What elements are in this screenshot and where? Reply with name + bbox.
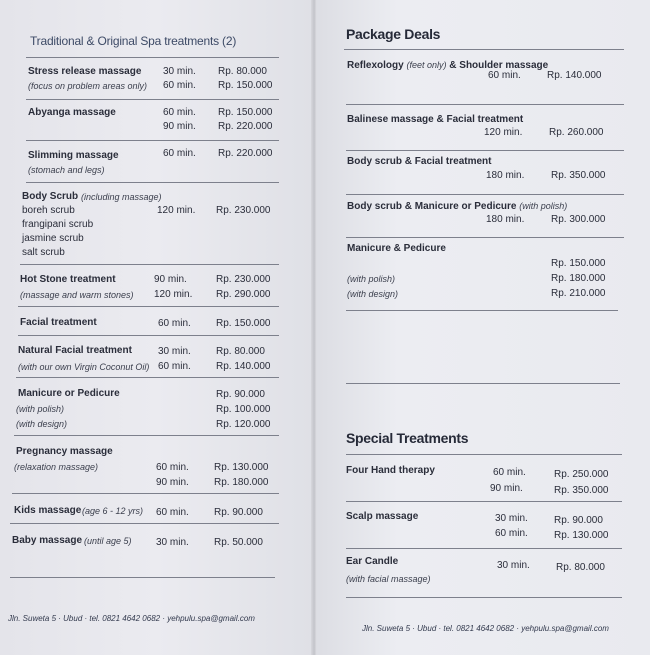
- divider: [346, 454, 622, 455]
- duration: 60 min.: [158, 318, 191, 329]
- treatment-note: (with our own Virgin Coconut Oil): [18, 362, 150, 372]
- divider: [346, 104, 624, 105]
- divider: [20, 264, 279, 265]
- divider: [346, 597, 622, 598]
- divider: [346, 548, 622, 549]
- duration: 60 min.: [495, 528, 528, 539]
- treatment-note: (until age 5): [84, 536, 132, 546]
- treatment-name: Body Scrub: [22, 191, 79, 202]
- treatment-note: (relaxation massage): [14, 462, 99, 472]
- duration: 120 min.: [157, 205, 196, 216]
- duration: 90 min.: [490, 483, 523, 494]
- price: Rp. 150.000: [551, 258, 606, 269]
- treatment-name: Kids massage: [14, 505, 82, 516]
- price: Rp. 90.000: [214, 507, 263, 518]
- divider: [10, 523, 279, 524]
- package-name: Body scrub & Facial treatment: [347, 156, 492, 167]
- treatment-name: Natural Facial treatment: [18, 345, 132, 356]
- price: Rp. 250.000: [554, 469, 609, 480]
- duration: 180 min.: [486, 214, 525, 225]
- divider: [18, 306, 279, 307]
- duration: 90 min.: [156, 477, 189, 488]
- price: Rp. 230.000: [216, 205, 271, 216]
- price: Rp. 130.000: [214, 462, 269, 473]
- duration: 60 min.: [488, 70, 521, 81]
- divider: [346, 310, 618, 311]
- treatment-note: (massage and warm stones): [20, 290, 134, 300]
- price: Rp. 150.000: [218, 107, 273, 118]
- duration: 120 min.: [154, 289, 193, 300]
- divider: [346, 194, 624, 195]
- treatment-note: (including massage): [81, 192, 162, 202]
- duration: 30 min.: [158, 346, 191, 357]
- duration: 60 min.: [163, 80, 196, 91]
- price: Rp. 90.000: [216, 389, 265, 400]
- divider: [12, 493, 279, 494]
- price: Rp. 220.000: [218, 148, 273, 159]
- treatment-name: Slimming massage: [28, 150, 119, 161]
- package-name-main: Reflexology: [347, 60, 404, 71]
- page-fold: [311, 0, 317, 655]
- scrub-item: boreh scrub: [22, 205, 75, 216]
- package-note: (with polish): [519, 201, 568, 211]
- divider: [344, 49, 624, 50]
- price: Rp. 220.000: [218, 121, 273, 132]
- package-note: (with design): [347, 289, 399, 299]
- package-name: Balinese massage & Facial treatment: [347, 114, 524, 125]
- price: Rp. 210.000: [551, 288, 606, 299]
- duration: 60 min.: [493, 467, 526, 478]
- treatment-name: Manicure or Pedicure: [18, 388, 120, 399]
- price: Rp. 230.000: [216, 274, 271, 285]
- scrub-item: frangipani scrub: [22, 219, 94, 230]
- treatment-name: Hot Stone treatment: [20, 274, 116, 285]
- price: Rp. 120.000: [216, 419, 271, 430]
- duration: 90 min.: [163, 121, 196, 132]
- price: Rp. 150.000: [216, 318, 271, 329]
- duration: 60 min.: [156, 507, 189, 518]
- price: Rp. 290.000: [216, 289, 271, 300]
- duration: 60 min.: [163, 107, 196, 118]
- treatment-name: Abyanga massage: [28, 107, 116, 118]
- treatment-note: (age 6 - 12 yrs): [82, 506, 144, 516]
- package-deals-title: Package Deals: [346, 26, 441, 42]
- treatment-name: Stress release massage: [28, 66, 142, 77]
- divider: [26, 57, 279, 58]
- price: Rp. 260.000: [549, 127, 604, 138]
- divider: [26, 182, 279, 183]
- treatment-name: Ear Candle: [346, 556, 399, 567]
- divider: [346, 150, 624, 151]
- price: Rp. 140.000: [216, 361, 271, 372]
- duration: 180 min.: [486, 170, 525, 181]
- divider: [346, 383, 620, 384]
- divider: [346, 501, 622, 502]
- price: Rp. 80.000: [556, 562, 605, 573]
- contact-footer: Jln. Suweta 5 · Ubud · tel. 0821 4642 0682 · yehpulu.spa@gmail.com: [8, 614, 255, 623]
- package-name-tail: & Shoulder massage: [449, 60, 549, 71]
- price: Rp. 100.000: [216, 404, 271, 415]
- treatment-note: (with facial massage): [346, 574, 431, 584]
- duration: 60 min.: [156, 462, 189, 473]
- duration: 30 min.: [156, 537, 189, 548]
- duration: 60 min.: [163, 148, 196, 159]
- spa-treatments-title: Traditional & Original Spa treatments (2): [30, 34, 237, 48]
- divider: [10, 577, 275, 578]
- divider: [14, 435, 279, 436]
- special-treatments-title: Special Treatments: [346, 430, 469, 446]
- price: Rp. 80.000: [216, 346, 265, 357]
- right-page: [314, 0, 650, 655]
- treatment-note: (focus on problem areas only): [28, 81, 148, 91]
- package-note: (feet only): [406, 60, 447, 70]
- treatment-name: Baby massage: [12, 535, 83, 546]
- scrub-item: jasmine scrub: [22, 233, 84, 244]
- treatment-name: Facial treatment: [20, 317, 97, 328]
- price: Rp. 90.000: [554, 515, 603, 526]
- treatment-note: (with design): [16, 419, 68, 429]
- divider: [18, 335, 279, 336]
- package-name-main: Body scrub & Manicure or Pedicure: [347, 201, 517, 212]
- scrub-item: salt scrub: [22, 247, 65, 258]
- price: Rp. 180.000: [551, 273, 606, 284]
- treatment-name: Pregnancy massage: [16, 446, 113, 457]
- divider: [26, 140, 279, 141]
- price: Rp. 350.000: [551, 170, 606, 181]
- price: Rp. 350.000: [554, 485, 609, 496]
- price: Rp. 50.000: [214, 537, 263, 548]
- duration: 30 min.: [163, 66, 196, 77]
- price: Rp. 130.000: [554, 530, 609, 541]
- duration: 60 min.: [158, 361, 191, 372]
- treatment-name: Four Hand therapy: [346, 465, 435, 476]
- price: Rp. 140.000: [547, 70, 602, 81]
- duration: 120 min.: [484, 127, 523, 138]
- duration: 90 min.: [154, 274, 187, 285]
- treatment-note: (stomach and legs): [28, 165, 105, 175]
- divider: [26, 99, 279, 100]
- package-name: [347, 200, 567, 213]
- treatment-name: Scalp massage: [346, 511, 419, 522]
- price: Rp. 150.000: [218, 80, 273, 91]
- contact-footer: Jln. Suweta 5 · Ubud · tel. 0821 4642 0682 · yehpulu.spa@gmail.com: [362, 624, 609, 633]
- price: Rp. 80.000: [218, 66, 267, 77]
- duration: 30 min.: [497, 560, 530, 571]
- divider: [346, 237, 624, 238]
- treatment-note: (with polish): [16, 404, 65, 414]
- divider: [16, 377, 279, 378]
- left-page: [0, 0, 314, 655]
- package-name: Manicure & Pedicure: [347, 243, 446, 254]
- price: Rp. 180.000: [214, 477, 269, 488]
- price: Rp. 300.000: [551, 214, 606, 225]
- duration: 30 min.: [495, 513, 528, 524]
- package-note: (with polish): [347, 274, 396, 284]
